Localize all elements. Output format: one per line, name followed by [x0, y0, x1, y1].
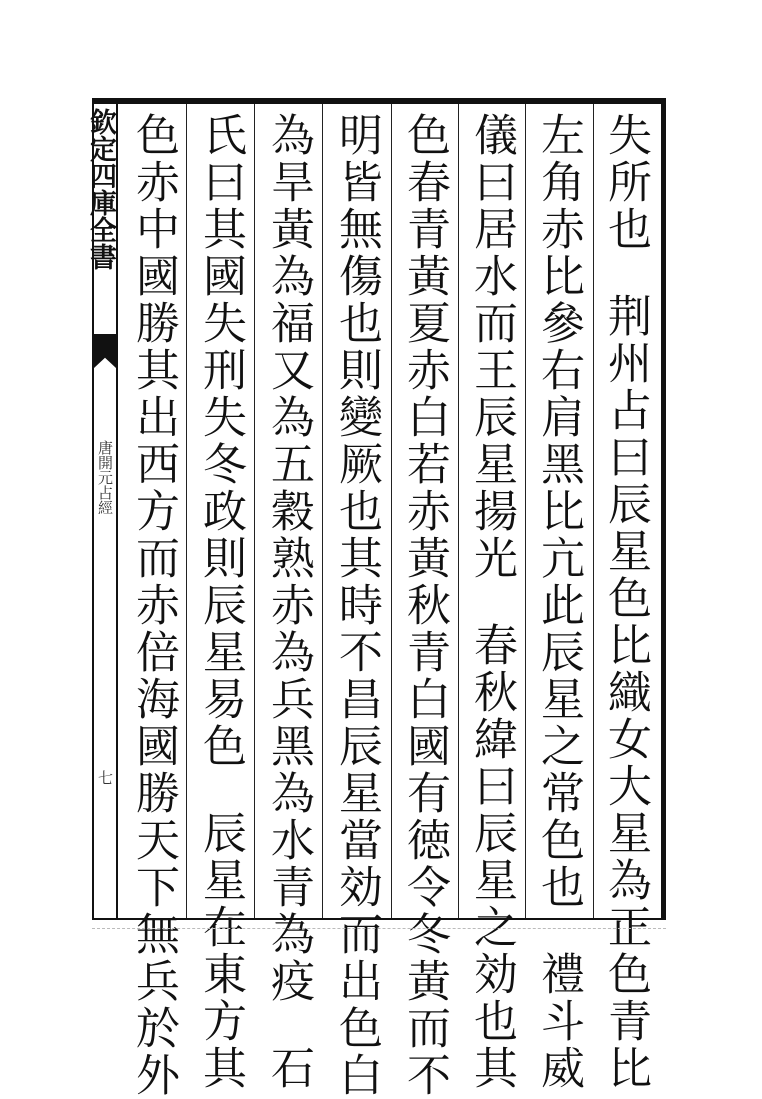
column-rule — [186, 104, 187, 918]
text-column-6 — [263, 112, 314, 1092]
text-segment: 石 — [263, 1045, 314, 1092]
text-gap — [600, 253, 650, 293]
text-segment: 氏曰其國失刑失冬政則辰星易色 — [195, 112, 246, 770]
text-segment: 禮斗威 — [533, 951, 584, 1092]
text-column-3 — [466, 112, 517, 1092]
text-segment: 失所也 — [600, 112, 651, 253]
text-column-4 — [399, 112, 450, 1099]
text-segment: 明皆無傷也則變厥也其時不昌辰星當効而出色白 — [331, 112, 382, 1099]
column-rule — [322, 104, 323, 918]
text-column-5 — [331, 112, 382, 1099]
bottom-rule — [92, 928, 666, 930]
column-rule — [254, 104, 255, 918]
text-column-2 — [533, 112, 584, 1092]
spine-title: 欽定四庫全書 — [85, 108, 116, 270]
column-rule — [593, 104, 594, 918]
text-segment: 荆州占曰辰星色比織女大星為正色青比 — [600, 293, 651, 1092]
text-column-8 — [128, 112, 179, 1099]
text-segment: 儀曰居水而王辰星揚光 — [466, 112, 517, 582]
text-gap — [263, 1005, 313, 1045]
text-column-7 — [195, 112, 246, 1092]
text-gap — [533, 911, 583, 951]
text-segment: 色春青黃夏赤白若赤黃秋青白國有徳令冬黃而不 — [399, 112, 450, 1099]
text-gap — [195, 770, 245, 810]
column-rule — [458, 104, 459, 918]
text-segment: 春秋緯曰辰星之効也其 — [466, 622, 517, 1092]
text-column-1 — [600, 112, 651, 1092]
spine-page-number: 七 — [96, 770, 114, 785]
text-segment: 左角赤比參右肩黑比亢此辰星之常色也 — [533, 112, 584, 911]
text-segment: 為旱黃為福又為五穀熟赤為兵黑為水青為疫 — [263, 112, 314, 1005]
text-gap — [466, 582, 516, 622]
column-rule — [391, 104, 392, 918]
spine-subtitle: 唐開元占經 — [96, 440, 114, 515]
text-segment: 色赤中國勝其出西方而赤倍海國勝天下無兵於外 — [128, 112, 179, 1099]
text-segment: 辰星在東方其 — [195, 810, 246, 1092]
column-rule — [525, 104, 526, 918]
